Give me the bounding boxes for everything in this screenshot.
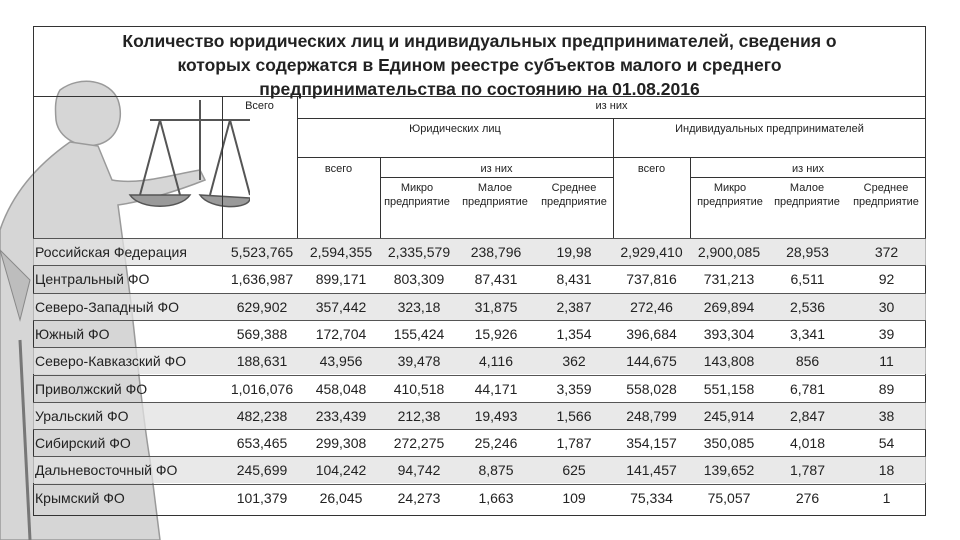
table-cell: 233,439: [315, 407, 367, 424]
table-cell: 94,742: [397, 462, 441, 479]
table-cell: 569,388: [236, 325, 288, 342]
table-row: [33, 456, 926, 483]
table-cell: 4,018: [789, 435, 826, 452]
header-le-small: Малое предприятие: [462, 182, 528, 208]
header-le-micro: Микро предприятие: [384, 182, 450, 208]
table-cell: 323,18: [397, 298, 441, 315]
table-cell: 1,636,987: [230, 271, 294, 288]
table-cell: 8,875: [478, 462, 514, 479]
region-name: Сибирский ФО: [35, 435, 131, 452]
table-cell: 245,699: [236, 462, 288, 479]
region-name: Центральный ФО: [35, 271, 150, 288]
table-cell: 143,808: [703, 353, 755, 370]
header-total: Всего: [245, 100, 274, 112]
table-cell: 5,523,765: [230, 244, 294, 260]
table-cell: 1: [882, 489, 891, 506]
table-cell: 272,46: [630, 298, 673, 315]
table-cell: 1,566: [556, 407, 592, 424]
table-cell: 2,929,410: [620, 244, 683, 260]
table-cell: 87,431: [474, 271, 518, 288]
table-cell: 92: [878, 271, 895, 288]
table-cell: 11: [879, 353, 894, 370]
table-cell: 139,652: [703, 462, 755, 479]
table-cell: 248,799: [626, 407, 677, 424]
table-cell: 1,787: [789, 462, 826, 479]
table-cell: 737,816: [626, 271, 677, 288]
table-cell: 6,511: [790, 271, 825, 288]
table-cell: 458,048: [315, 380, 367, 397]
table-cell: 2,536: [789, 298, 826, 315]
table-row: [33, 347, 926, 374]
table-cell: 18: [878, 462, 895, 479]
header-le-total: всего: [324, 163, 353, 175]
table-cell: 362: [562, 353, 586, 370]
table-cell: 8,431: [556, 271, 592, 288]
table-cell: 1,354: [556, 325, 592, 342]
title-line-1: Количество юридических лиц и индивидуальных предпринимателей, сведения о: [122, 31, 837, 51]
header-ie-micro: Микро предприятие: [697, 182, 763, 208]
header-divider: [690, 177, 926, 178]
table-cell: 2,847: [789, 407, 826, 424]
table-row: [33, 265, 926, 292]
table-cell: 410,518: [393, 380, 445, 397]
table-cell: 4,116: [479, 353, 513, 370]
region-name: Северо-Западный ФО: [35, 298, 180, 315]
table-cell: 899,171: [315, 271, 367, 288]
table-cell: 2,900,085: [697, 244, 761, 260]
table-cell: 212,38: [397, 407, 441, 424]
table-cell: 1,663: [478, 489, 514, 506]
header-legal-entities: Юридических лиц: [409, 123, 501, 135]
table-cell: 393,304: [703, 325, 755, 342]
table-cell: 3,359: [556, 380, 592, 397]
region-name: Северо-Кавказский ФО: [35, 353, 187, 370]
table-cell: 38: [878, 407, 895, 424]
table-cell: 238,796: [470, 244, 522, 260]
header-ie-small: Малое предприятие: [774, 182, 840, 208]
table-cell: 350,085: [703, 435, 755, 452]
header-divider: [297, 118, 926, 119]
table-cell: 482,238: [236, 407, 288, 424]
table-cell: 6,781: [789, 380, 826, 397]
table-cell: 19,98: [556, 244, 592, 260]
table-cell: 551,158: [703, 380, 755, 397]
table-cell: 3,341: [789, 325, 826, 342]
page-title: [34, 27, 925, 97]
table-cell: 24,273: [397, 489, 441, 506]
table-cell: 43,956: [319, 353, 363, 370]
region-name: Крымский ФО: [35, 489, 125, 506]
table-cell: 354,157: [626, 435, 677, 452]
header-le-of-them: из них: [480, 163, 513, 175]
table-cell: 101,379: [236, 489, 288, 506]
title-line-3: предпринимательства по состоянию на 01.08.2016: [259, 79, 700, 99]
region-name: Российская Федерация: [35, 244, 187, 260]
table-cell: 28,953: [786, 244, 829, 260]
table-cell: 625: [562, 462, 586, 479]
header-divider: [380, 177, 613, 178]
table-cell: 26,045: [319, 489, 363, 506]
table-cell: 44,171: [474, 380, 518, 397]
table-cell: 39,478: [397, 353, 441, 370]
table-cell: 803,309: [393, 271, 445, 288]
header-individual-entrepreneurs: Индивидуальных предпринимателей: [675, 123, 864, 135]
table-row: [33, 293, 926, 320]
table-row: [33, 375, 926, 402]
table-cell: 19,493: [474, 407, 518, 424]
table-row: [33, 238, 926, 265]
header-ie-total: всего: [637, 163, 666, 175]
header-ie-of-them: из них: [792, 163, 824, 175]
table-cell: 2,594,355: [309, 244, 373, 260]
table-cell: 30: [878, 298, 895, 315]
table-cell: 31,875: [474, 298, 518, 315]
table-cell: 629,902: [236, 298, 288, 315]
table-cell: 276: [795, 489, 820, 506]
table-cell: 372: [874, 244, 899, 260]
header-of-them: из них: [595, 100, 628, 112]
table-cell: 653,465: [236, 435, 288, 452]
table-cell: 25,246: [474, 435, 518, 452]
table-cell: 75,057: [707, 489, 751, 506]
table-cell: 188,631: [236, 353, 288, 370]
table-cell: 396,684: [626, 325, 677, 342]
table-cell: 172,704: [315, 325, 367, 342]
table-cell: 731,213: [703, 271, 755, 288]
table-cell: 299,308: [315, 435, 367, 452]
header-le-medium: Среднее предприятие: [541, 182, 607, 208]
table-cell: 104,242: [315, 462, 367, 479]
table-cell: 269,894: [703, 298, 755, 315]
table-cell: 75,334: [630, 489, 673, 506]
header-divider: [613, 118, 614, 238]
table-cell: 856: [795, 353, 820, 370]
table-cell: 54: [878, 435, 895, 452]
table-cell: 272,275: [393, 435, 445, 452]
title-line-2: которых содержатся в Едином реестре субъектов малого и среднего: [177, 55, 782, 75]
header-divider: [222, 97, 223, 238]
table-cell: 15,926: [474, 325, 518, 342]
table-cell: 141,457: [626, 462, 677, 479]
table-cell: 1,787: [556, 435, 592, 452]
header-ie-medium: Среднее предприятие: [853, 182, 919, 208]
table-cell: 144,675: [626, 353, 677, 370]
table-row: [33, 402, 926, 429]
table-cell: 109: [562, 489, 586, 506]
table-cell: 558,028: [626, 380, 677, 397]
table-cell: 357,442: [315, 298, 367, 315]
region-name: Дальневосточный ФО: [35, 462, 178, 479]
table-cell: 155,424: [393, 325, 445, 342]
table-cell: 89: [878, 380, 895, 397]
table-cell: 1,016,076: [230, 380, 294, 397]
region-name: Уральский ФО: [35, 407, 129, 424]
table-row: [33, 484, 926, 511]
region-name: Приволжский ФО: [35, 380, 148, 397]
table-cell: 2,335,579: [387, 244, 451, 260]
table-row: [33, 320, 926, 347]
table-cell: 245,914: [703, 407, 755, 424]
table-cell: 39: [878, 325, 895, 342]
table-cell: 2,387: [556, 298, 592, 315]
region-name: Южный ФО: [35, 325, 110, 342]
table-row: [33, 429, 926, 456]
header-divider: [297, 157, 926, 158]
